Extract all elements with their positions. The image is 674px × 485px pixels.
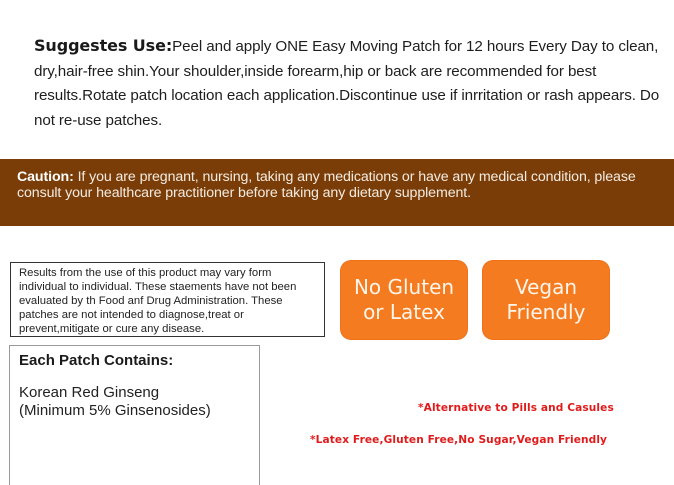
ingredient-detail: (Minimum 5% Ginsenosides) (19, 401, 211, 419)
caution-banner (0, 159, 674, 226)
badge-label: No Gluten or Latex (353, 275, 455, 324)
fda-disclaimer-box (10, 262, 325, 337)
no-gluten-latex-badge (341, 261, 467, 339)
suggested-use-text: Peel and apply ONE Easy Moving Patch for 12 hours Every Day to clean, dry,hair-free shin.Your shoulder,inside forearm,hip or back are recommended for best results.Rotate patch location each application.Discontinue use if inrritation or rash appears. Do not re-use patches. (34, 38, 660, 129)
caution-text: If you are pregnant, nursing, taking any medications or have any medical condition, please consult your healthcare practitioner before taking any dietary supplement. (17, 169, 636, 201)
badge-label: Vegan Friendly (506, 275, 586, 324)
disclaimer-text: Results from the use of this product may vary form individual to individual. These staements have not been evaluated by th Food anf Drug Administration. These patches are not intended to diagnose,treat or prevent,mitigate or cure any disease. (19, 267, 297, 335)
ingredient-name: Korean Red Ginseng (19, 384, 160, 401)
free-from-note: *Latex Free,Gluten Free,No Sugar,Vegan Friendly (310, 434, 608, 446)
patch-contents-heading: Each Patch Contains: (19, 352, 174, 369)
suggested-use-heading: Suggestes Use: (34, 36, 173, 55)
alternative-note: *Alternative to Pills and Casules (418, 402, 614, 414)
patch-contents-box (9, 345, 260, 485)
vegan-friendly-badge (483, 261, 609, 339)
caution-heading: Caution: (17, 169, 74, 185)
suggested-use-section (34, 34, 670, 133)
